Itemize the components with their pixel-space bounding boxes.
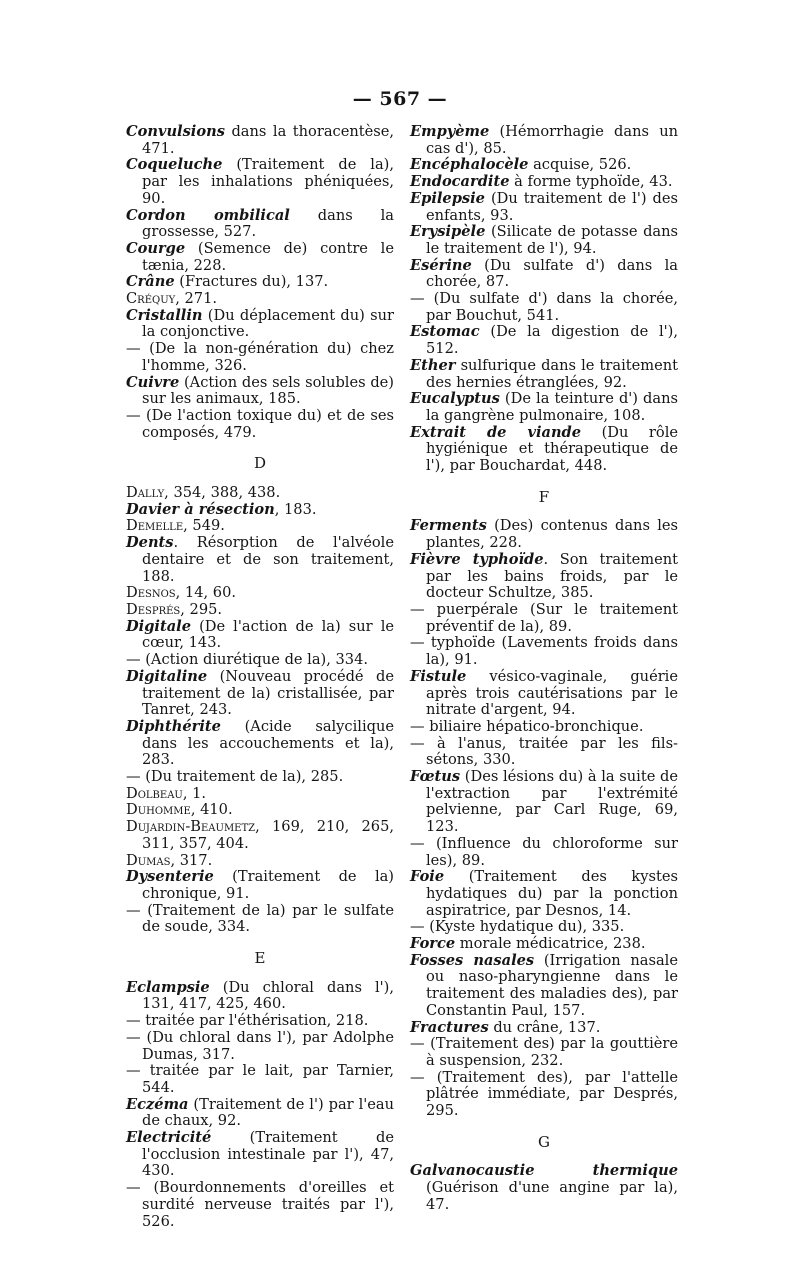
index-entry bbox=[126, 341, 394, 374]
entry-text: — (Traitement de la) par le sulfate de soude, 334. bbox=[126, 901, 394, 936]
entry-text: acquise, 526. bbox=[528, 156, 632, 174]
index-entry bbox=[126, 1013, 394, 1030]
entry-text: (Hémorrhagie dans un cas d'), 85. bbox=[426, 123, 678, 157]
entry-term: Crâne bbox=[126, 273, 175, 291]
index-entry bbox=[410, 191, 678, 224]
entry-text: — (De la non-génération du) chez l'homme, 326. bbox=[126, 340, 394, 374]
entry-term: Coqueluche bbox=[126, 156, 223, 174]
entry-term: Extrait de viande bbox=[410, 423, 582, 441]
entry-text: — (De l'action toxique du) et de ses composés, 479. bbox=[126, 406, 394, 441]
index-entry bbox=[410, 1036, 678, 1069]
entry-term: Fistule bbox=[410, 667, 467, 685]
entry-term: Dolbeau bbox=[126, 784, 183, 802]
entry-text: (Semence de) contre le tænia, 228. bbox=[142, 239, 394, 274]
entry-term: Davier à résection bbox=[126, 500, 275, 518]
index-entry bbox=[410, 669, 678, 719]
entry-text: , 354, 388, 438. bbox=[164, 484, 281, 502]
index-entry bbox=[126, 375, 394, 408]
index-entry bbox=[410, 635, 678, 668]
entry-text: , 295. bbox=[180, 600, 223, 618]
index-entry bbox=[410, 358, 678, 391]
entry-term: Estomac bbox=[410, 323, 480, 341]
index-entry bbox=[410, 836, 678, 869]
entry-text: , 410. bbox=[190, 801, 233, 819]
entry-term: Eclampsie bbox=[126, 978, 210, 996]
section-letter: G bbox=[538, 1132, 550, 1151]
entry-text: vésico-vaginale, guérie après trois cautérisations par le nitrate d'argent, 94. bbox=[426, 667, 678, 719]
entry-text: (Guérison d'une angine par la), 47. bbox=[426, 1179, 678, 1213]
entry-text: (Traitement de la) chronique, 91. bbox=[142, 868, 394, 902]
index-entry bbox=[126, 1063, 394, 1096]
entry-text: (De la teinture d') dans la gangrène pulmonaire, 108. bbox=[426, 390, 678, 424]
entry-term: Créquy bbox=[126, 290, 176, 308]
entry-text: (Du rôle hygiénique et thérapeutique de l'), par Bouchardat, 448. bbox=[426, 423, 678, 475]
entry-term: Després bbox=[126, 600, 181, 618]
entry-term: Demelle bbox=[126, 517, 184, 535]
index-entry bbox=[410, 174, 678, 191]
index-entry bbox=[126, 769, 394, 786]
index-entry bbox=[126, 485, 394, 502]
entry-term: Ether bbox=[410, 356, 456, 374]
index-entry bbox=[410, 919, 678, 936]
entry-term: Force bbox=[410, 935, 456, 953]
index-entry bbox=[126, 602, 394, 619]
entry-term: Eczéma bbox=[126, 1095, 189, 1113]
entry-text: (Action des sels solubles de) sur les animaux, 185. bbox=[142, 373, 394, 408]
index-entry bbox=[126, 719, 394, 769]
entry-term: Electricité bbox=[126, 1129, 212, 1147]
entry-text: (De la digestion de l'), 512. bbox=[426, 323, 678, 358]
index-entry bbox=[126, 802, 394, 819]
entry-text: — à l'anus, traitée par les fils-sétons, 330. bbox=[410, 734, 678, 769]
index-entry bbox=[126, 208, 394, 241]
index-entry bbox=[126, 819, 394, 852]
entry-text: (De l'action de la) sur le cœur, 143. bbox=[142, 617, 394, 652]
index-entry bbox=[410, 518, 678, 551]
entry-text: , 317. bbox=[170, 851, 213, 869]
entry-text: (Irrigation nasale ou naso-pharyngienne dans le traitement des maladies des), par Constantin Paul, 157. bbox=[426, 951, 678, 1019]
page-number: — 567 — bbox=[352, 88, 448, 110]
entry-term: Courge bbox=[126, 239, 186, 257]
entry-term: Desnos bbox=[126, 584, 176, 602]
entry-term: Cristallin bbox=[126, 306, 203, 324]
index-entry bbox=[410, 391, 678, 424]
index-entry bbox=[126, 1030, 394, 1063]
entry-text: — traitée par l'éthérisation, 218. bbox=[126, 1012, 369, 1030]
entry-text: . Résorption de l'alvéole dentaire et de son traitement, 188. bbox=[142, 534, 394, 585]
index-entry bbox=[410, 258, 678, 291]
entry-text: (Traitement de l') par l'eau de chaux, 92. bbox=[142, 1095, 394, 1130]
entry-term: Convulsions bbox=[126, 123, 225, 140]
index-entry bbox=[126, 585, 394, 602]
index-entry bbox=[126, 518, 394, 535]
entry-text: — (Du sulfate d') dans la chorée, par Bouchut, 541. bbox=[410, 290, 678, 324]
entry-text: — (Influence du chloroforme sur les), 89. bbox=[410, 834, 678, 869]
entry-term: Epilepsie bbox=[410, 189, 485, 207]
entry-term: Dents bbox=[126, 534, 174, 552]
index-entry bbox=[126, 408, 394, 441]
index-entry bbox=[126, 1180, 394, 1230]
entry-term: Encéphalocèle bbox=[410, 156, 529, 174]
entry-text: (Fractures du), 137. bbox=[174, 273, 329, 291]
entry-text: — (Du chloral dans l'), par Adolphe Dumas, 317. bbox=[126, 1028, 394, 1063]
index-entry bbox=[126, 124, 394, 157]
index-entry bbox=[126, 869, 394, 902]
entry-term: Dujardin-Beaumetz bbox=[126, 818, 256, 836]
index-entry bbox=[410, 224, 678, 257]
entry-term: Cordon ombilical bbox=[126, 206, 290, 224]
index-entry bbox=[410, 936, 678, 953]
entry-text: (Traitement de la), par les inhalations phéniquées, 90. bbox=[142, 156, 394, 207]
entry-term: Duhomme bbox=[126, 801, 191, 819]
index-entry bbox=[410, 425, 678, 475]
entry-term: Dumas bbox=[126, 851, 171, 869]
index-entry bbox=[126, 502, 394, 519]
entry-text: , 271. bbox=[175, 290, 218, 308]
index-entry bbox=[126, 1097, 394, 1130]
index-entry bbox=[126, 241, 394, 274]
entry-term: Eucalyptus bbox=[410, 390, 500, 408]
index-entry bbox=[410, 291, 678, 324]
entry-text: (Du chloral dans l'), 131, 417, 425, 460. bbox=[142, 978, 394, 1013]
entry-text: — (Traitement des), par l'attelle plâtrée immédiate, par Després, 295. bbox=[410, 1068, 678, 1120]
entry-term: Fractures bbox=[410, 1018, 489, 1036]
index-entry bbox=[126, 274, 394, 291]
index-entry bbox=[126, 535, 394, 585]
entry-text: — (Traitement des) par la gouttière à suspension, 232. bbox=[410, 1035, 678, 1069]
entry-term: Dally bbox=[126, 484, 165, 502]
entry-term: Digitaline bbox=[126, 667, 208, 685]
entry-text: , 169, 210, 265, 311, 357, 404. bbox=[142, 818, 394, 852]
entry-term: Cuivre bbox=[126, 373, 180, 391]
index-entry bbox=[126, 786, 394, 803]
index-entry bbox=[410, 324, 678, 357]
entry-term: Fœtus bbox=[410, 768, 461, 786]
entry-text: morale médicatrice, 238. bbox=[455, 935, 646, 953]
entry-text: — traitée par le lait, par Tarnier, 544. bbox=[126, 1062, 394, 1096]
entry-text: (Du sulfate d') dans la chorée, 87. bbox=[426, 256, 678, 291]
index-entry bbox=[126, 308, 394, 341]
entry-text: sulfurique dans le traitement des hernies étranglées, 92. bbox=[426, 356, 678, 391]
index-entry bbox=[410, 869, 678, 919]
index-entry bbox=[126, 157, 394, 207]
index-entry bbox=[410, 157, 678, 174]
section-letter: E bbox=[254, 949, 266, 968]
entry-term: Digitale bbox=[126, 617, 191, 635]
entry-text: , 14, 60. bbox=[175, 584, 236, 602]
entry-text: — (Kyste hydatique du), 335. bbox=[410, 918, 625, 936]
entry-text: — (Action diurétique de la), 334. bbox=[126, 651, 369, 669]
entry-text: — biliaire hépatico-bronchique. bbox=[410, 717, 644, 735]
index-entry bbox=[126, 1130, 394, 1180]
section-letter: D bbox=[253, 454, 267, 473]
entry-text: dans la thoracentèse, 471. bbox=[142, 123, 394, 157]
index-entry bbox=[410, 1163, 678, 1213]
index-entry bbox=[410, 1070, 678, 1120]
entry-term: Endocardite bbox=[410, 173, 510, 191]
entry-text: — (Bourdonnements d'oreilles et surdité nerveuse traités par l'), 526. bbox=[126, 1179, 394, 1230]
index-entry bbox=[410, 124, 678, 157]
entry-term: Empyème bbox=[410, 123, 490, 140]
entry-text: (Silicate de potasse dans le traitement de l'), 94. bbox=[426, 223, 678, 257]
entry-text: (Des lésions du) à la suite de l'extraction par l'extrémité pelvienne, par Carl Ruge, 69, 123. bbox=[426, 768, 678, 836]
entry-term: Esérine bbox=[410, 256, 472, 274]
entry-text: (Traitement des kystes hydatiques du) par la ponction aspiratrice, par Desnos, 14. bbox=[426, 868, 678, 919]
entry-text: . Son traitement par les bains froids, par le docteur Schultze, 385. bbox=[426, 550, 678, 602]
entry-text: du crâne, 137. bbox=[488, 1018, 601, 1036]
index-entry bbox=[410, 1020, 678, 1037]
entry-text: , 183. bbox=[274, 500, 317, 518]
index-entry bbox=[410, 552, 678, 602]
left-column bbox=[126, 124, 394, 1230]
entry-text: (Du déplacement du) sur la conjonctive. bbox=[142, 306, 394, 341]
entry-text: dans la grossesse, 527. bbox=[142, 206, 394, 241]
index-entry bbox=[126, 619, 394, 652]
entry-text: (Acide salycilique dans les accouchements et la), 283. bbox=[142, 717, 394, 769]
index-entry bbox=[410, 719, 678, 736]
entry-text: — (Du traitement de la), 285. bbox=[126, 768, 344, 786]
entry-term: Fièvre typhoïde bbox=[410, 550, 544, 568]
index-entry bbox=[410, 769, 678, 836]
entry-text: (Nouveau procédé de traitement de la) cristallisée, par Tanret, 243. bbox=[142, 667, 394, 719]
entry-text: — puerpérale (Sur le traitement préventif de la), 89. bbox=[410, 600, 678, 635]
index-entry bbox=[126, 652, 394, 669]
entry-text: , 549. bbox=[183, 517, 225, 535]
entry-text: , 1. bbox=[182, 784, 207, 802]
entry-text: (Du traitement de l') des enfants, 93. bbox=[426, 189, 678, 224]
index-entry bbox=[410, 953, 678, 1020]
index-entry bbox=[126, 980, 394, 1013]
index-entry bbox=[126, 291, 394, 308]
entry-text: (Traitement de l'occlusion intestinale par l'), 47, 430. bbox=[142, 1129, 394, 1180]
entry-text: (Des) contenus dans les plantes, 228. bbox=[426, 517, 678, 552]
entry-term: Diphthérite bbox=[126, 717, 221, 735]
entry-term: Erysipèle bbox=[410, 223, 486, 241]
entry-term: Galvanocaustie thermique bbox=[410, 1162, 678, 1180]
entry-term: Ferments bbox=[410, 517, 487, 535]
entry-term: Foie bbox=[410, 868, 445, 886]
index-entry bbox=[126, 903, 394, 936]
index-entry bbox=[126, 669, 394, 719]
entry-text: à forme typhoïde, 43. bbox=[509, 173, 673, 191]
index-entry bbox=[126, 853, 394, 870]
right-column bbox=[410, 124, 678, 1214]
section-letter: F bbox=[538, 487, 550, 506]
index-entry bbox=[410, 736, 678, 769]
index-entry bbox=[410, 602, 678, 635]
entry-term: Dysenterie bbox=[126, 868, 214, 886]
entry-term: Fosses nasales bbox=[410, 951, 535, 969]
entry-text: — typhoïde (Lavements froids dans la), 91. bbox=[410, 634, 678, 669]
